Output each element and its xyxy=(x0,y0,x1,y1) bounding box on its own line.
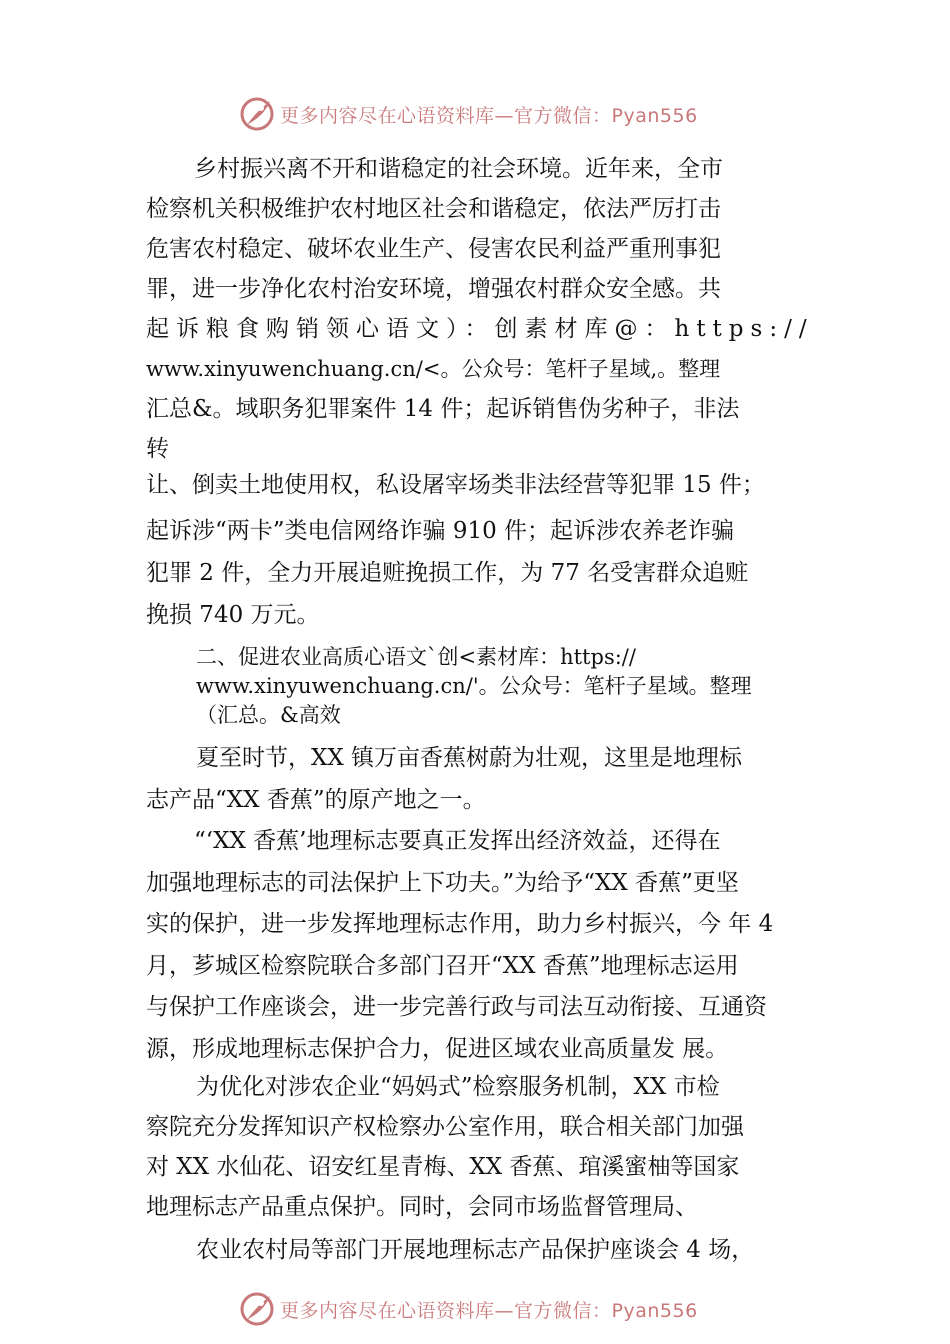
quill-logo-icon xyxy=(238,1290,276,1328)
quill-logo-icon xyxy=(238,95,276,133)
text-line: 实的保护，进一步发挥地理标志作用，助力乡村振兴，今 年 4 xyxy=(146,911,774,937)
paragraph-rural-stability xyxy=(146,149,836,469)
text-line: www.xinyuwenchuang.cn/<。公众号：笔杆子星域,。整理 xyxy=(146,357,721,381)
paragraph-symposium xyxy=(146,1230,836,1270)
paragraph-land-crimes xyxy=(146,465,836,505)
watermark-text: 更多内容尽在心语资料库—官方微信：Pyan556 xyxy=(280,1299,698,1322)
text-line: 夏至时节，XX 镇万亩香蕉树蔚为壮观，这里是地理标 xyxy=(196,745,743,771)
text-line: 地理标志产品重点保护。同时，会同市场监督管理局、 xyxy=(146,1194,698,1220)
section-heading-agriculture xyxy=(146,643,836,730)
watermark-text: 更多内容尽在心语资料库—官方微信：Pyan556 xyxy=(280,104,698,127)
wechat-id: Pyan556 xyxy=(611,104,698,127)
text-line: 二、促进农业高质心语文`创<素材库：https:// xyxy=(196,645,636,669)
text-line: 汇总&。域职务犯罪案件 14 件；起诉销售伪劣种子，非法 xyxy=(146,396,740,422)
text-line: 对 XX 水仙花、诏安红星青梅、XX 香蕉、琯溪蜜柚等国家 xyxy=(146,1154,740,1180)
text-line: www.xinyuwenchuang.cn/'。公众号：笔杆子星域。整理 xyxy=(196,674,752,698)
text-line: 月，芗城区检察院联合多部门召开“XX 香蕉”地理标志运用 xyxy=(146,952,739,979)
watermark-banner-top xyxy=(238,94,758,134)
text-line: 让、倒卖土地使用权，私设屠宰场类非法经营等犯罪 15 件； xyxy=(146,472,765,498)
paragraph-procuratorate-service xyxy=(146,1067,836,1227)
wechat-id: Pyan556 xyxy=(611,1299,698,1322)
text-line: 罪，进一步净化农村治安环境，增强农村群众安全感。共 xyxy=(146,276,721,302)
text-line: 农业农村局等部门开展地理标志产品保护座谈会 4 场， xyxy=(196,1237,755,1263)
paragraph-telecom-fraud xyxy=(146,510,836,636)
text-line: 乡村振兴离不开和谐稳定的社会环境。近年来，全市 xyxy=(194,156,723,182)
text-line: 源，形成地理标志保护合力，促进区域农业高质量发 展。 xyxy=(146,1035,729,1062)
text-line: （汇总。&高效 xyxy=(196,703,341,727)
text-line: 起诉涉“两卡”类电信网络诈骗 910 件；起诉涉农养老诈骗 xyxy=(146,518,735,544)
text-line: 起诉粮食购销领心语文）：创素材库@：https:// xyxy=(146,316,814,342)
paragraph-geographic-indication xyxy=(146,821,836,1070)
text-line: 犯罪 2 件，全力开展追赃挽损工作，为 77 名受害群众追赃 xyxy=(146,560,749,586)
text-line: 转 xyxy=(146,436,169,462)
paragraph-banana-origin xyxy=(146,737,836,821)
text-line: 为优化对涉农企业“妈妈式”检察服务机制，XX 市检 xyxy=(196,1074,720,1100)
text-line: 与保护工作座谈会，进一步完善行政与司法互动衔接、互通资 xyxy=(146,994,767,1020)
text-line: 加强地理标志的司法保护上下功夫。”为给予“XX 香蕉”更坚 xyxy=(146,869,739,896)
text-line: 检察机关积极维护农村地区社会和谐稳定，依法严厉打击 xyxy=(146,196,721,222)
text-line: 察院充分发挥知识产权检察办公室作用，联合相关部门加强 xyxy=(146,1114,744,1140)
text-line: “‘XX 香蕉’地理标志要真正发挥出经济效益，还得在 xyxy=(194,828,721,854)
text-line: 危害农村稳定、破坏农业生产、侵害农民利益严重刑事犯 xyxy=(146,236,721,262)
watermark-banner-bottom xyxy=(238,1289,758,1329)
text-line: 志产品“XX 香蕉”的原产地之一。 xyxy=(146,787,486,813)
text-line: 挽损 740 万元。 xyxy=(146,602,320,628)
